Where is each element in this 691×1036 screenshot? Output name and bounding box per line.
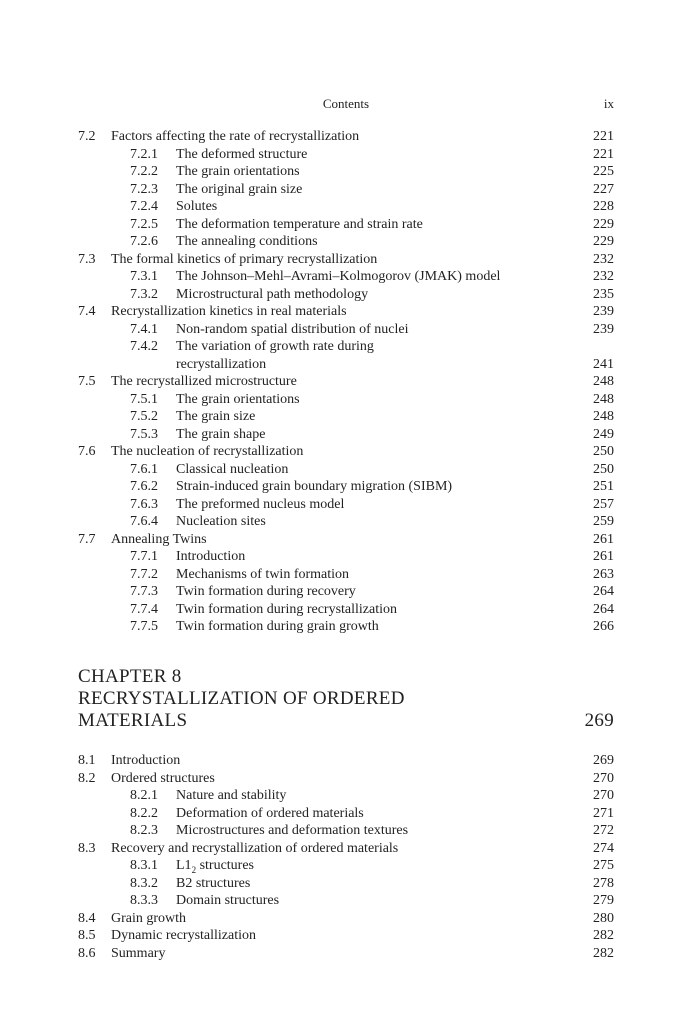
toc-entry-number: 7.7.3 [130,584,158,599]
toc-entry-title: The nucleation of recrystallization [111,444,304,459]
toc-entry-number: 8.6 [78,945,96,961]
toc-entry-title: The preformed nucleus model [176,496,345,512]
toc-entry[interactable] [78,583,614,601]
toc-entry-number: 7.3 [78,251,96,267]
toc-entry-page: 279 [593,893,614,908]
toc-entry-page: 225 [593,164,614,179]
toc-entry[interactable] [78,805,614,823]
toc-entry-number: 7.5 [78,374,96,389]
toc-entry-title: The grain size [176,409,256,424]
toc-entry[interactable] [78,163,614,181]
toc-entry[interactable] [78,601,614,619]
toc-entry-number: 7.7.1 [130,549,158,564]
toc-entry-title: Introduction [176,549,246,564]
toc-entry-page: 274 [593,840,614,856]
toc-entry-number: 7.7.4 [130,601,158,617]
toc-entry[interactable] [78,875,614,893]
toc-entry[interactable] [78,373,614,391]
toc-entry-title: The deformation temperature and strain rate [176,216,423,232]
toc-entry[interactable] [78,945,614,963]
toc-entry-page: 264 [593,584,614,599]
toc-entry-number: 8.1 [78,753,96,768]
toc-entry-page: 280 [593,910,614,926]
toc-entry[interactable] [78,198,614,216]
toc-entry-page: 261 [593,531,614,547]
toc-entry-page: 271 [593,805,614,821]
chapter-title-line-2: MATERIALS [78,710,188,731]
toc-entry-title: Twin formation during grain growth [176,619,379,634]
toc-entry-number: 7.2.2 [130,164,158,179]
toc-entry-title: Twin formation during recrystallization [176,601,398,617]
chapter-label: CHAPTER 8 [78,666,182,687]
toc-entry-title: Deformation of ordered materials [176,805,364,821]
toc-entry-title: Domain structures [176,893,280,908]
toc-entry-title: Factors affecting the rate of recrystallization [111,129,360,144]
toc-entry-number: 8.2.3 [130,823,158,838]
toc-entry-page: 250 [593,444,614,459]
toc-entry-title: The grain orientations [176,164,300,179]
header-title: Contents [322,96,370,111]
toc-entry-title: B2 structures [176,875,251,891]
toc-entry-title-part: L1 [176,858,192,873]
toc-entry[interactable] [78,927,614,945]
toc-entry-page: 221 [593,129,614,144]
toc-entry-number: 7.7 [78,531,96,547]
toc-entry-page: 272 [593,823,614,838]
toc-entry-page: 264 [593,601,614,617]
toc-entry-page: 278 [593,875,614,891]
toc-entry-page: 241 [593,356,614,372]
toc-entry-number: 8.4 [78,910,96,926]
toc-entry-title: Recrystallization kinetics in real materials [111,304,347,319]
toc-entry-number: 7.4.1 [130,321,158,337]
toc-entry-title: Grain growth [111,910,187,926]
toc-entry[interactable] [78,391,614,409]
toc-entry-page: 282 [593,928,614,943]
toc-entry[interactable] [78,128,614,146]
toc-entry-title-subscript: 2 [191,864,197,875]
toc-entry[interactable] [78,286,614,304]
toc-entry-page: 221 [593,146,614,162]
toc-entry-number: 7.2.6 [130,234,158,249]
toc-entry-number: 8.3.2 [130,875,158,891]
toc-entry[interactable] [78,251,614,269]
toc-entry-number: 7.6.4 [130,514,158,529]
toc-entry[interactable] [78,618,614,636]
toc-entry-page: 229 [593,234,614,249]
toc-entry[interactable] [78,408,614,426]
toc-entry-title: The grain orientations [176,391,300,407]
toc-entry-page: 228 [593,199,614,214]
toc-entry-number: 8.5 [78,928,96,943]
toc-entry-number: 8.3.1 [130,858,158,873]
running-header [78,96,614,114]
toc-entry-title: Strain-induced grain boundary migration (SIBM) [176,479,453,494]
toc-entry-page: 275 [593,858,614,873]
toc-entry[interactable] [78,840,614,858]
toc-entry-number: 8.2 [78,770,96,786]
toc-entry-number: 7.5.3 [130,426,158,442]
toc-entry[interactable] [78,752,614,770]
toc-entry-title: The variation of growth rate during [176,339,374,354]
toc-entry-page: 251 [593,479,614,494]
toc-entry-number: 7.2.4 [130,199,158,214]
toc-entry-number: 8.3.3 [130,893,158,908]
toc-entry-title: The formal kinetics of primary recrystallization [111,251,378,267]
toc-entry-title: The original grain size [176,181,303,197]
toc-entry-number: 7.3.1 [130,269,158,284]
toc-entry-number: 7.3.2 [130,286,158,302]
toc-entry-number: 8.2.1 [130,788,158,803]
toc-entry-title: Classical nucleation [176,461,289,477]
toc-entry[interactable] [78,548,614,566]
toc-entry-title: Ordered structures [111,770,215,786]
toc-entry[interactable] [78,513,614,531]
toc-entry[interactable] [78,822,614,840]
toc-entry-title: Introduction [111,753,181,768]
toc-entry-page: 261 [593,549,614,564]
toc-chapter-7-section [78,128,614,636]
toc-entry-page: 270 [593,770,614,786]
toc-entry[interactable] [78,770,614,788]
toc-entry-page: 239 [593,304,614,319]
toc-entry-number: 8.2.2 [130,805,158,821]
toc-entry-page: 263 [593,566,614,582]
toc-entry-page: 232 [593,251,614,267]
toc-entry[interactable] [78,566,614,584]
chapter-title-line-1: RECRYSTALLIZATION OF ORDERED [78,688,405,709]
toc-entry[interactable] [78,356,614,374]
toc-entry-number: 7.4 [78,304,96,319]
toc-entry-title: Non-random spatial distribution of nuclei [176,321,409,337]
toc-entry[interactable] [78,338,614,356]
toc-entry[interactable] [78,426,614,444]
toc-entry-title: Recovery and recrystallization of ordered materials [111,840,399,856]
chapter-heading [78,666,614,732]
toc-entry-page: 248 [593,374,614,389]
toc-entry-number: 7.7.5 [130,619,158,634]
toc-entry-page: 239 [593,321,614,337]
toc-entry-title: Annealing Twins [111,531,207,547]
toc-entry-number: 7.2.3 [130,181,158,197]
toc-entry[interactable] [78,478,614,496]
toc-entry[interactable] [78,531,614,549]
toc-entry-page: 270 [593,788,614,803]
toc-entry-page: 257 [593,496,614,512]
toc-entry-title: Microstructural path methodology [176,286,369,302]
toc-entry[interactable] [78,461,614,479]
toc-entry-title: Nucleation sites [176,514,266,529]
header-page-number: ix [603,96,614,111]
toc-entry-title: The Johnson–Mehl–Avrami–Kolmogorov (JMAK) model [176,269,501,284]
toc-entry-page: 229 [593,216,614,232]
toc-entry-number: 7.5.1 [130,391,158,407]
toc-entry[interactable] [78,443,614,461]
toc-entry-title: The grain shape [176,426,266,442]
toc-entry-title: Summary [111,945,166,961]
toc-entry-title: The deformed structure [176,146,308,162]
toc-entry[interactable] [78,787,614,805]
toc-entry[interactable] [78,321,614,339]
toc-entry[interactable] [78,303,614,321]
toc-entry-page: 266 [593,619,614,634]
toc-entry-title: Dynamic recrystallization [111,928,256,943]
toc-entry-title: Nature and stability [176,788,287,803]
toc-entry[interactable] [78,146,614,164]
toc-entry-page: 232 [593,269,614,284]
toc-entry-page: 250 [593,461,614,477]
toc-entry-number: 7.2.1 [130,146,158,162]
toc-entry-number: 7.6.3 [130,496,158,512]
toc-entry-page: 269 [593,753,614,768]
toc-entry-page: 248 [593,409,614,424]
toc-entry-title-part: structures [196,858,254,873]
toc-entry[interactable] [78,181,614,199]
toc-entry-number: 7.2.5 [130,216,158,232]
toc-entry-page: 227 [593,181,614,197]
toc-entry-title: Solutes [176,199,218,214]
toc-entry-page: 259 [593,514,614,529]
toc-entry-number: 7.6 [78,444,96,459]
toc-entry[interactable] [78,233,614,251]
toc-entry-title: Microstructures and deformation textures [176,823,409,838]
toc-entry-title: Mechanisms of twin formation [176,566,350,582]
toc-entry-page: 235 [593,286,614,302]
toc-entry-page: 282 [593,945,614,961]
toc-entry-title [176,857,254,875]
toc-entry-number: 8.3 [78,840,96,856]
toc-entry-number: 7.6.1 [130,461,158,477]
toc-entry-number: 7.7.2 [130,566,158,582]
toc-entry-title: Twin formation during recovery [176,584,356,599]
toc-entry[interactable] [78,216,614,234]
toc-entry[interactable] [78,910,614,928]
toc-entry-page: 248 [593,391,614,407]
toc-entry-title: The recrystallized microstructure [111,374,297,389]
toc-entry-number: 7.6.2 [130,479,158,494]
toc-chapter-8-section [78,752,614,962]
toc-entry-title: The annealing conditions [176,234,318,249]
toc-entry[interactable] [78,496,614,514]
toc-entry-title: recrystallization [176,356,267,372]
toc-entry-number: 7.2 [78,129,96,144]
toc-entry[interactable] [78,857,614,875]
toc-entry-number: 7.5.2 [130,409,158,424]
toc-entry-page: 249 [593,426,614,442]
toc-entry[interactable] [78,268,614,286]
toc-entry[interactable] [78,892,614,910]
toc-entry-number: 7.4.2 [130,339,158,354]
chapter-page-number: 269 [584,710,614,731]
